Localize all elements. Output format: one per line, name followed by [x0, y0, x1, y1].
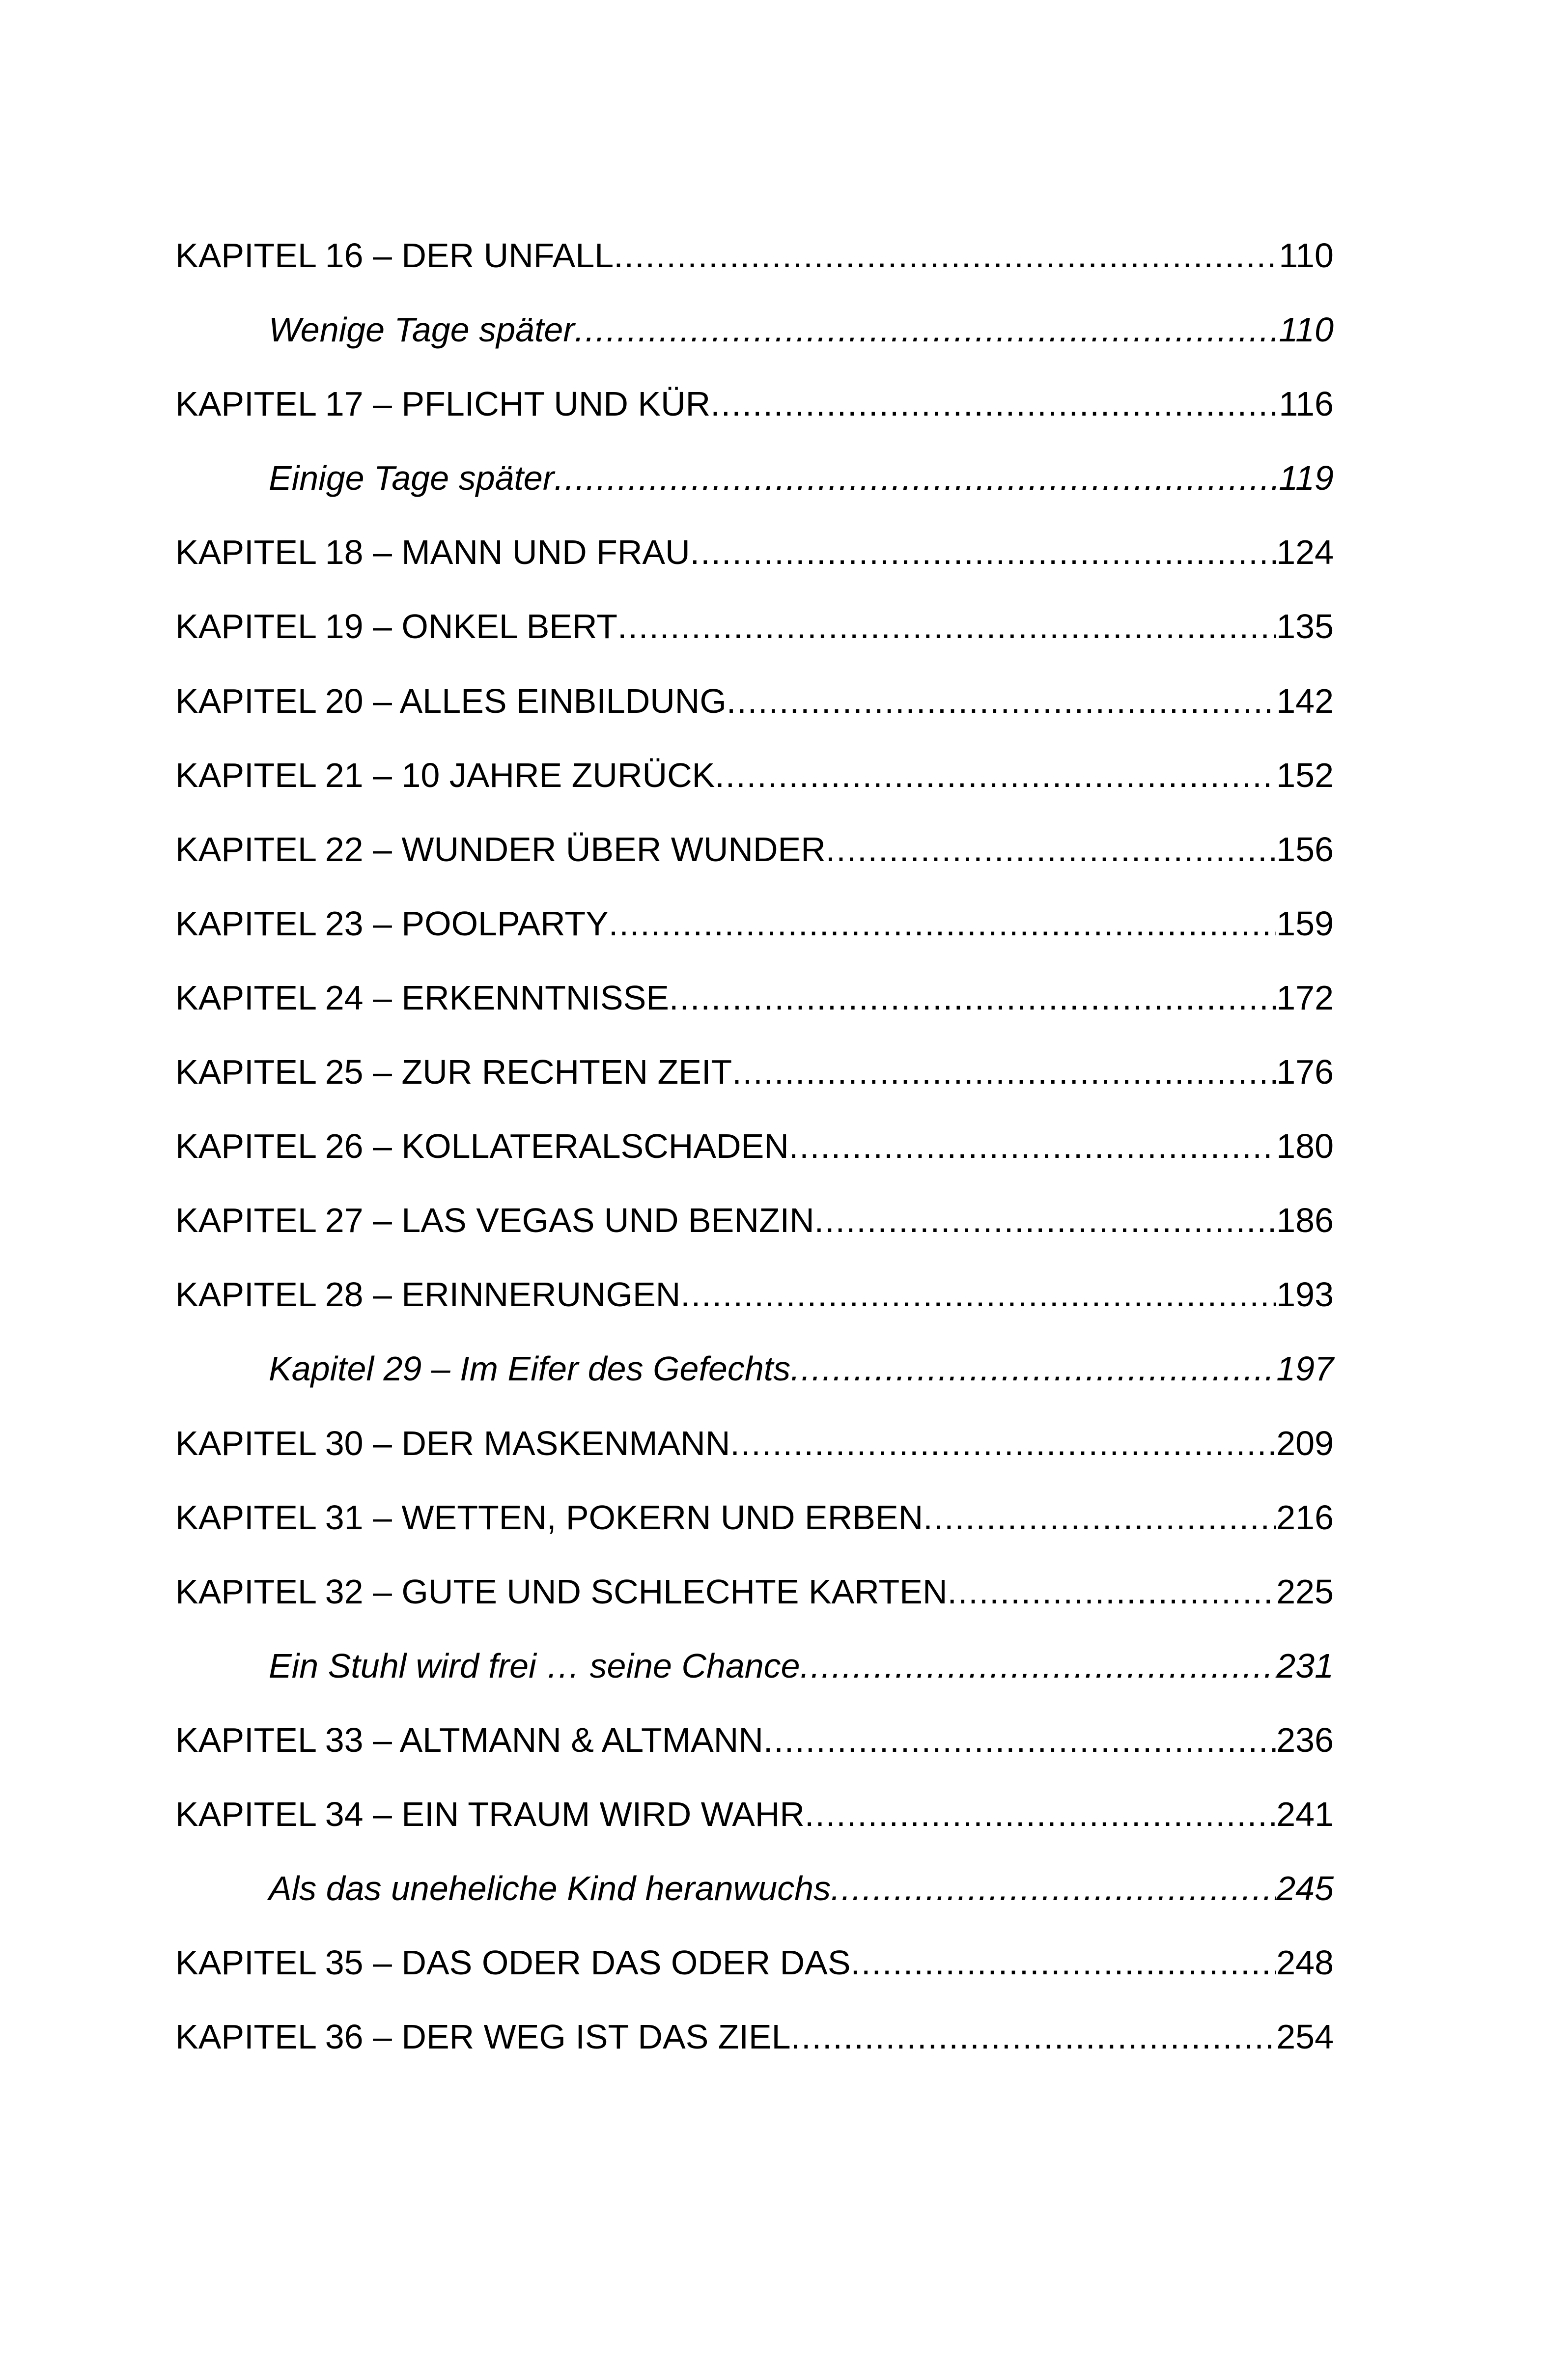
- toc-entry-title: KAPITEL 22 – WUNDER ÜBER WUNDER: [175, 830, 826, 869]
- toc-entry-page: 241: [1276, 1795, 1334, 1833]
- toc-entry-title: KAPITEL 17 – PFLICHT UND KÜR: [175, 385, 711, 423]
- toc-entry-page: 124: [1276, 533, 1334, 572]
- dot-leader: [948, 1567, 1277, 1616]
- toc-entry-page: 116: [1279, 385, 1334, 423]
- toc-entry-title: KAPITEL 16 – DER UNFALL: [175, 236, 614, 275]
- toc-entry-title: KAPITEL 34 – EIN TRAUM WIRD WAHR: [175, 1795, 805, 1833]
- toc-entry-title: KAPITEL 32 – GUTE UND SCHLECHTE KARTEN: [175, 1572, 948, 1611]
- dot-leader: [617, 602, 1276, 651]
- dot-leader: [575, 305, 1279, 354]
- toc-entry[interactable]: [175, 1270, 1334, 1344]
- toc-entry[interactable]: [175, 1641, 1334, 1715]
- dot-leader: [831, 1864, 1276, 1913]
- dot-leader: [805, 1790, 1276, 1839]
- toc-entry-title: Wenige Tage später: [269, 310, 575, 349]
- dot-leader: [789, 1122, 1276, 1171]
- toc-entry-title: KAPITEL 24 – ERKENNTNISSE: [175, 978, 669, 1017]
- toc-entry-title: Kapitel 29 – Im Eifer des Gefechts: [269, 1349, 791, 1388]
- toc-entry-page: 152: [1276, 756, 1334, 794]
- dot-leader: [715, 751, 1276, 800]
- dot-leader: [923, 1493, 1276, 1542]
- toc-entry[interactable]: [175, 1196, 1334, 1270]
- toc-entry-page: 156: [1276, 830, 1334, 869]
- toc-entry-title: KAPITEL 27 – LAS VEGAS UND BENZIN: [175, 1201, 814, 1240]
- dot-leader: [669, 973, 1276, 1022]
- toc-entry-title: Als das uneheliche Kind heranwuchs: [269, 1869, 831, 1908]
- toc-entry-title: KAPITEL 26 – KOLLATERALSCHADEN: [175, 1127, 789, 1166]
- dot-leader: [680, 1270, 1276, 1319]
- toc-entry-page: 254: [1276, 2018, 1334, 2056]
- toc-entry[interactable]: [175, 825, 1334, 899]
- dot-leader: [851, 1938, 1277, 1987]
- toc-entry-page: 216: [1276, 1498, 1334, 1537]
- toc-entry-title: KAPITEL 31 – WETTEN, POKERN UND ERBEN: [175, 1498, 924, 1537]
- toc-entry[interactable]: [175, 2012, 1334, 2086]
- toc-entry-title: KAPITEL 18 – MANN UND FRAU: [175, 533, 690, 572]
- toc-entry[interactable]: [175, 899, 1334, 973]
- dot-leader: [790, 1344, 1276, 1393]
- toc-entry-title: KAPITEL 36 – DER WEG IST DAS ZIEL: [175, 2018, 791, 2056]
- toc-entry-page: 197: [1276, 1349, 1334, 1388]
- toc-entry-title: KAPITEL 35 – DAS ODER DAS ODER DAS: [175, 1943, 851, 1982]
- toc-entry[interactable]: [175, 676, 1334, 751]
- toc-entry-page: 110: [1279, 236, 1334, 275]
- toc-entry[interactable]: [175, 1938, 1334, 2012]
- dot-leader: [826, 825, 1276, 874]
- toc-entry-title: Ein Stuhl wird frei … seine Chance: [269, 1646, 800, 1685]
- toc-entry-page: 236: [1276, 1720, 1334, 1759]
- toc-entry[interactable]: [175, 1122, 1334, 1196]
- dot-leader: [730, 1419, 1276, 1468]
- dot-leader: [554, 453, 1279, 503]
- dot-leader: [614, 231, 1279, 280]
- toc-entry-page: 180: [1276, 1127, 1334, 1166]
- toc-entry-title: KAPITEL 21 – 10 JAHRE ZURÜCK: [175, 756, 715, 794]
- toc-entry[interactable]: [175, 379, 1334, 453]
- toc-entry-page: 245: [1276, 1869, 1334, 1908]
- toc-entry[interactable]: [175, 528, 1334, 602]
- toc-entry[interactable]: [175, 305, 1334, 379]
- dot-leader: [727, 676, 1276, 726]
- toc-entry[interactable]: [175, 1567, 1334, 1641]
- dot-leader: [710, 379, 1279, 428]
- table-of-contents: [175, 231, 1334, 2086]
- dot-leader: [732, 1047, 1276, 1096]
- toc-entry-title: KAPITEL 25 – ZUR RECHTEN ZEIT: [175, 1053, 732, 1092]
- toc-entry[interactable]: [175, 453, 1334, 528]
- dot-leader: [763, 1715, 1276, 1765]
- toc-entry[interactable]: [175, 602, 1334, 676]
- toc-entry[interactable]: [175, 973, 1334, 1047]
- toc-entry-title: KAPITEL 23 – POOLPARTY: [175, 904, 609, 943]
- toc-entry-page: 209: [1276, 1424, 1334, 1462]
- dot-leader: [800, 1641, 1277, 1690]
- toc-entry[interactable]: [175, 231, 1334, 305]
- toc-entry[interactable]: [175, 1715, 1334, 1790]
- dot-leader: [609, 899, 1276, 948]
- toc-entry[interactable]: [175, 1419, 1334, 1493]
- toc-entry-page: 176: [1276, 1053, 1334, 1092]
- toc-entry-page: 172: [1276, 978, 1334, 1017]
- toc-entry-title: KAPITEL 20 – ALLES EINBILDUNG: [175, 681, 727, 720]
- toc-entry-title: KAPITEL 30 – DER MASKENMANN: [175, 1424, 730, 1462]
- toc-entry[interactable]: [175, 1790, 1334, 1864]
- dot-leader: [814, 1196, 1277, 1245]
- dot-leader: [690, 528, 1277, 577]
- toc-entry-page: 193: [1276, 1275, 1334, 1314]
- toc-entry-page: 225: [1276, 1572, 1334, 1611]
- toc-entry-page: 159: [1276, 904, 1334, 943]
- dot-leader: [791, 2012, 1277, 2061]
- toc-entry[interactable]: [175, 1493, 1334, 1567]
- toc-entry[interactable]: [175, 1864, 1334, 1938]
- toc-entry[interactable]: [175, 1047, 1334, 1122]
- toc-entry[interactable]: [175, 1344, 1334, 1418]
- toc-entry-page: 248: [1276, 1943, 1334, 1982]
- toc-entry-page: 231: [1276, 1646, 1334, 1685]
- toc-entry-title: KAPITEL 28 – ERINNERUNGEN: [175, 1275, 681, 1314]
- toc-entry-page: 186: [1276, 1201, 1334, 1240]
- toc-entry-page: 119: [1279, 459, 1334, 498]
- toc-entry-title: Einige Tage später: [269, 459, 555, 498]
- toc-entry-page: 135: [1276, 607, 1334, 646]
- toc-entry-title: KAPITEL 19 – ONKEL BERT: [175, 607, 618, 646]
- toc-entry-page: 142: [1276, 681, 1334, 720]
- toc-entry-title: KAPITEL 33 – ALTMANN & ALTMANN: [175, 1720, 763, 1759]
- toc-entry-page: 110: [1279, 310, 1334, 349]
- toc-entry[interactable]: [175, 751, 1334, 825]
